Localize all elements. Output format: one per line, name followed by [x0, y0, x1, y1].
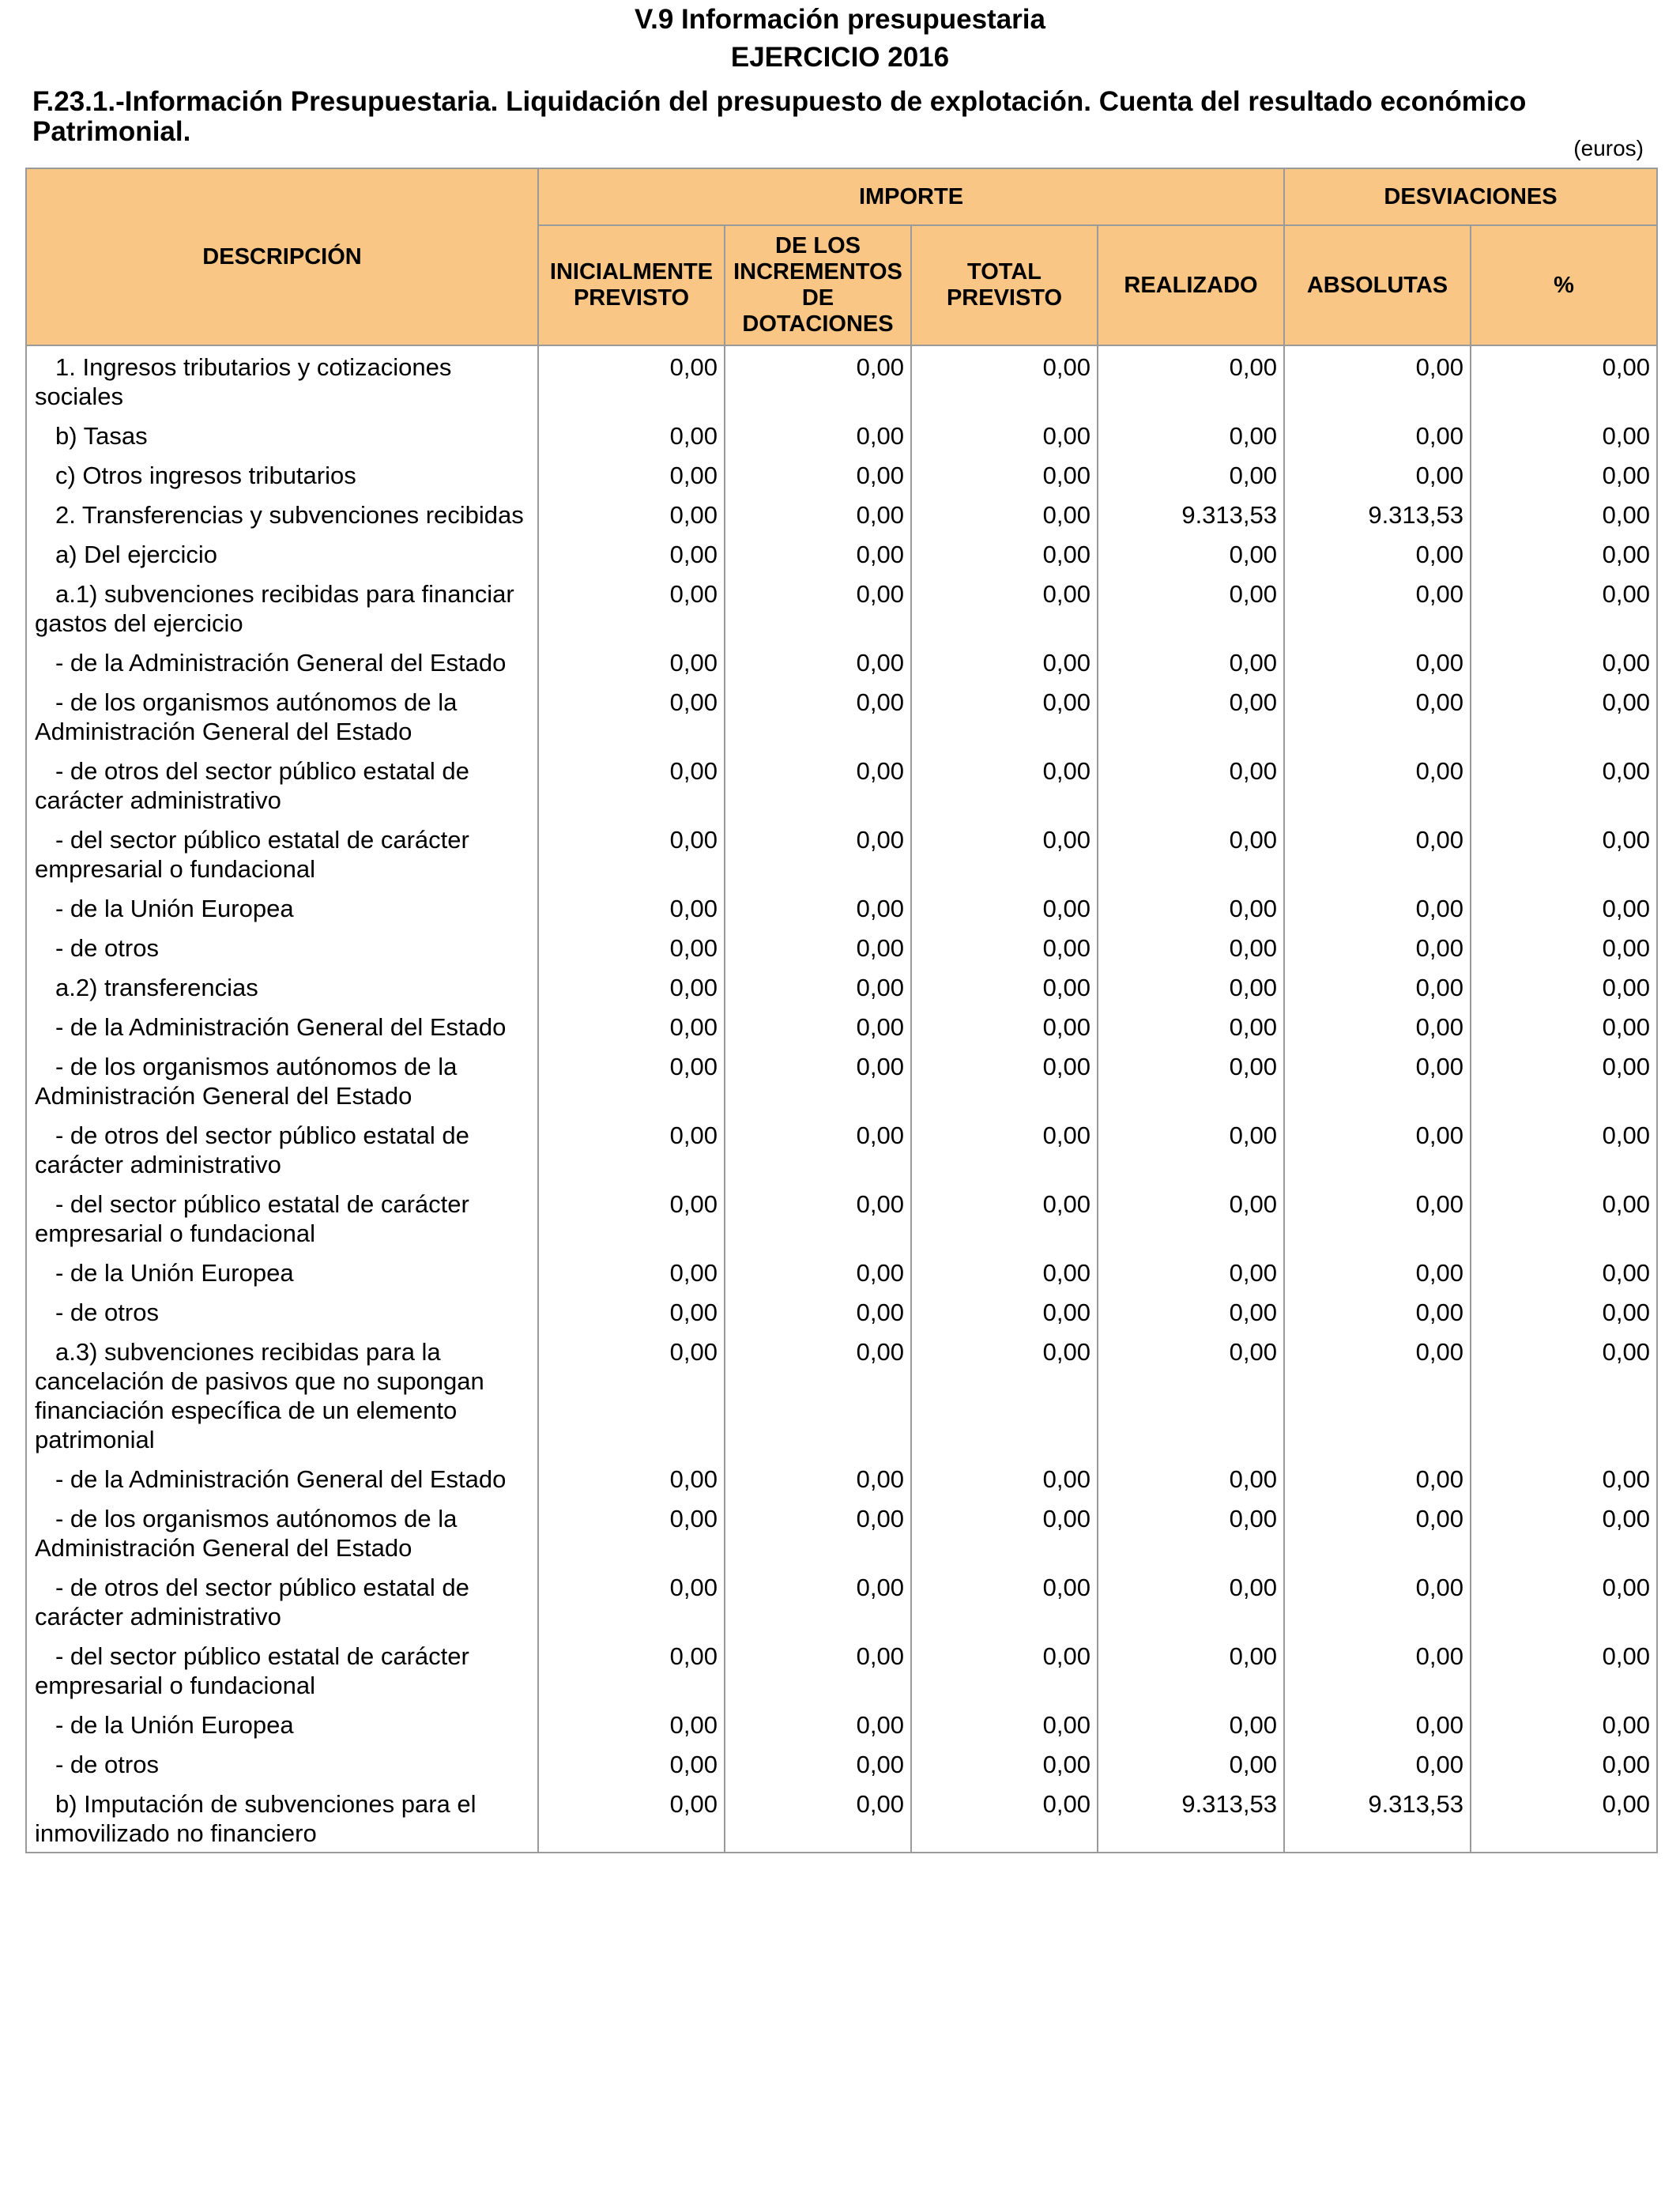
cell-inicialmente-previsto: 0,00 [538, 1498, 725, 1566]
cell-incrementos-dotaciones: 0,00 [725, 1291, 911, 1331]
cell-porcentaje: 0,00 [1471, 1744, 1657, 1783]
row-description [26, 750, 538, 819]
row-description-text: - de la Administración General del Estado [55, 1465, 507, 1493]
row-description [26, 642, 538, 681]
cell-absolutas: 0,00 [1284, 1744, 1471, 1783]
header-realizado: REALIZADO [1098, 225, 1284, 345]
row-description-text: - de otros del sector público estatal de carácter administrativo [35, 1122, 469, 1178]
cell-porcentaje: 0,00 [1471, 642, 1657, 681]
row-description [26, 1291, 538, 1331]
cell-absolutas: 9.313,53 [1284, 494, 1471, 533]
row-description [26, 1006, 538, 1046]
row-description [26, 1114, 538, 1183]
row-description-text: 2. Transferencias y subvenciones recibidas [55, 501, 524, 529]
cell-realizado: 0,00 [1098, 681, 1284, 750]
row-description [26, 1458, 538, 1498]
header-porcentaje: % [1471, 225, 1657, 345]
cell-absolutas: 0,00 [1284, 573, 1471, 642]
row-description-text: a.2) transferencias [55, 974, 258, 1001]
table-row [26, 1566, 1657, 1635]
cell-realizado: 0,00 [1098, 1331, 1284, 1458]
report-title: F.23.1.-Información Presupuestaria. Liquidación del presupuesto de explotación. Cuenta del resultado económico Patrimonial. [32, 86, 1527, 147]
table-row [26, 1331, 1657, 1458]
table-row [26, 454, 1657, 494]
cell-realizado: 0,00 [1098, 1291, 1284, 1331]
row-description-text: - de los organismos autónomos de la Administración General del Estado [35, 1505, 458, 1562]
cell-inicialmente-previsto: 0,00 [538, 1331, 725, 1458]
cell-inicialmente-previsto: 0,00 [538, 1006, 725, 1046]
cell-incrementos-dotaciones: 0,00 [725, 1458, 911, 1498]
row-description-text: c) Otros ingresos tributarios [55, 462, 356, 489]
cell-inicialmente-previsto: 0,00 [538, 750, 725, 819]
cell-incrementos-dotaciones: 0,00 [725, 533, 911, 573]
cell-total-previsto: 0,00 [911, 1744, 1098, 1783]
cell-realizado: 0,00 [1098, 819, 1284, 888]
row-description [26, 1498, 538, 1566]
cell-porcentaje: 0,00 [1471, 1114, 1657, 1183]
table-row [26, 1006, 1657, 1046]
row-description [26, 415, 538, 454]
cell-incrementos-dotaciones: 0,00 [725, 1498, 911, 1566]
cell-porcentaje: 0,00 [1471, 1183, 1657, 1252]
cell-incrementos-dotaciones: 0,00 [725, 642, 911, 681]
cell-total-previsto: 0,00 [911, 533, 1098, 573]
row-description [26, 1783, 538, 1853]
table-row [26, 681, 1657, 750]
cell-incrementos-dotaciones: 0,00 [725, 345, 911, 415]
cell-incrementos-dotaciones: 0,00 [725, 1331, 911, 1458]
cell-incrementos-dotaciones: 0,00 [725, 415, 911, 454]
cell-realizado: 0,00 [1098, 1046, 1284, 1114]
cell-total-previsto: 0,00 [911, 750, 1098, 819]
cell-absolutas: 0,00 [1284, 642, 1471, 681]
table-row [26, 1704, 1657, 1744]
header-inicialmente-previsto: INICIALMENTE PREVISTO [538, 225, 725, 345]
cell-total-previsto: 0,00 [911, 1046, 1098, 1114]
row-description [26, 1183, 538, 1252]
exercise-title: EJERCICIO 2016 [730, 42, 950, 73]
row-description [26, 1635, 538, 1704]
cell-total-previsto: 0,00 [911, 1635, 1098, 1704]
row-description [26, 819, 538, 888]
cell-porcentaje: 0,00 [1471, 1252, 1657, 1291]
cell-realizado: 0,00 [1098, 454, 1284, 494]
table-row [26, 750, 1657, 819]
row-description-text: - de otros del sector público estatal de carácter administrativo [35, 1574, 469, 1630]
cell-total-previsto: 0,00 [911, 819, 1098, 888]
cell-inicialmente-previsto: 0,00 [538, 1458, 725, 1498]
cell-inicialmente-previsto: 0,00 [538, 1783, 725, 1853]
cell-porcentaje: 0,00 [1471, 967, 1657, 1006]
cell-inicialmente-previsto: 0,00 [538, 1291, 725, 1331]
cell-total-previsto: 0,00 [911, 1566, 1098, 1635]
cell-inicialmente-previsto: 0,00 [538, 1566, 725, 1635]
cell-absolutas: 0,00 [1284, 454, 1471, 494]
row-description [26, 533, 538, 573]
table-row [26, 1114, 1657, 1183]
cell-inicialmente-previsto: 0,00 [538, 642, 725, 681]
cell-incrementos-dotaciones: 0,00 [725, 1783, 911, 1853]
cell-absolutas: 0,00 [1284, 415, 1471, 454]
table-row [26, 533, 1657, 573]
row-description-text: - de los organismos autónomos de la Administración General del Estado [35, 688, 458, 745]
cell-absolutas: 0,00 [1284, 1114, 1471, 1183]
cell-inicialmente-previsto: 0,00 [538, 888, 725, 927]
row-description-text: 1. Ingresos tributarios y cotizaciones sociales [35, 353, 452, 410]
cell-porcentaje: 0,00 [1471, 1331, 1657, 1458]
cell-absolutas: 0,00 [1284, 1183, 1471, 1252]
cell-realizado: 0,00 [1098, 1566, 1284, 1635]
cell-realizado: 0,00 [1098, 1635, 1284, 1704]
row-description-text: - del sector público estatal de carácter empresarial o fundacional [35, 826, 469, 883]
budget-table [25, 168, 1658, 1853]
cell-porcentaje: 0,00 [1471, 533, 1657, 573]
row-description-text: - de otros [55, 1299, 159, 1326]
cell-porcentaje: 0,00 [1471, 1566, 1657, 1635]
cell-total-previsto: 0,00 [911, 454, 1098, 494]
cell-incrementos-dotaciones: 0,00 [725, 1704, 911, 1744]
cell-total-previsto: 0,00 [911, 642, 1098, 681]
cell-incrementos-dotaciones: 0,00 [725, 1046, 911, 1114]
cell-porcentaje: 0,00 [1471, 750, 1657, 819]
row-description [26, 1704, 538, 1744]
cell-total-previsto: 0,00 [911, 573, 1098, 642]
cell-absolutas: 0,00 [1284, 533, 1471, 573]
cell-porcentaje: 0,00 [1471, 1291, 1657, 1331]
header-incrementos-dotaciones: DE LOS INCREMENTOS DE DOTACIONES [725, 225, 911, 345]
cell-porcentaje: 0,00 [1471, 1783, 1657, 1853]
row-description-text: - de la Unión Europea [55, 1711, 294, 1739]
cell-absolutas: 0,00 [1284, 1498, 1471, 1566]
cell-total-previsto: 0,00 [911, 494, 1098, 533]
header-descripcion: DESCRIPCIÓN [26, 168, 538, 345]
row-description [26, 967, 538, 1006]
cell-absolutas: 0,00 [1284, 1291, 1471, 1331]
cell-total-previsto: 0,00 [911, 1006, 1098, 1046]
cell-total-previsto: 0,00 [911, 967, 1098, 1006]
cell-realizado: 0,00 [1098, 1183, 1284, 1252]
table-row [26, 888, 1657, 927]
table-row [26, 1458, 1657, 1498]
cell-incrementos-dotaciones: 0,00 [725, 494, 911, 533]
cell-realizado: 0,00 [1098, 1458, 1284, 1498]
cell-total-previsto: 0,00 [911, 1458, 1098, 1498]
cell-porcentaje: 0,00 [1471, 1704, 1657, 1744]
row-description [26, 1744, 538, 1783]
cell-incrementos-dotaciones: 0,00 [725, 1635, 911, 1704]
row-description-text: a) Del ejercicio [55, 541, 218, 568]
table-row [26, 819, 1657, 888]
row-description [26, 494, 538, 533]
cell-realizado: 0,00 [1098, 967, 1284, 1006]
cell-realizado: 0,00 [1098, 1744, 1284, 1783]
table-row [26, 1783, 1657, 1853]
table-row [26, 1498, 1657, 1566]
cell-porcentaje: 0,00 [1471, 681, 1657, 750]
cell-realizado: 9.313,53 [1098, 1783, 1284, 1853]
cell-incrementos-dotaciones: 0,00 [725, 1744, 911, 1783]
cell-absolutas: 0,00 [1284, 819, 1471, 888]
table-row [26, 345, 1657, 415]
row-description [26, 345, 538, 415]
cell-absolutas: 0,00 [1284, 1006, 1471, 1046]
table-row [26, 573, 1657, 642]
cell-realizado: 0,00 [1098, 1114, 1284, 1183]
cell-porcentaje: 0,00 [1471, 1498, 1657, 1566]
cell-inicialmente-previsto: 0,00 [538, 1704, 725, 1744]
cell-porcentaje: 0,00 [1471, 927, 1657, 967]
cell-incrementos-dotaciones: 0,00 [725, 1566, 911, 1635]
row-description [26, 573, 538, 642]
table-row [26, 415, 1657, 454]
row-description [26, 1331, 538, 1458]
cell-incrementos-dotaciones: 0,00 [725, 927, 911, 967]
table-row [26, 1744, 1657, 1783]
row-description [26, 1046, 538, 1114]
row-description-text: - de la Administración General del Estado [55, 649, 507, 677]
header-absolutas: ABSOLUTAS [1284, 225, 1471, 345]
row-description-text: - de la Unión Europea [55, 1259, 294, 1287]
cell-realizado: 9.313,53 [1098, 494, 1284, 533]
cell-inicialmente-previsto: 0,00 [538, 415, 725, 454]
cell-inicialmente-previsto: 0,00 [538, 681, 725, 750]
section-title: V.9 Información presupuestaria [635, 4, 1045, 35]
row-description-text: b) Tasas [55, 422, 148, 450]
table-row [26, 1252, 1657, 1291]
cell-absolutas: 0,00 [1284, 750, 1471, 819]
row-description-text: b) Imputación de subvenciones para el inmovilizado no financiero [35, 1790, 477, 1847]
cell-incrementos-dotaciones: 0,00 [725, 888, 911, 927]
cell-realizado: 0,00 [1098, 1006, 1284, 1046]
table-row [26, 1635, 1657, 1704]
cell-realizado: 0,00 [1098, 533, 1284, 573]
cell-incrementos-dotaciones: 0,00 [725, 573, 911, 642]
cell-inicialmente-previsto: 0,00 [538, 1744, 725, 1783]
table-header [26, 168, 1657, 345]
cell-total-previsto: 0,00 [911, 1498, 1098, 1566]
table-row [26, 494, 1657, 533]
row-description-text: - de la Unión Europea [55, 895, 294, 922]
cell-inicialmente-previsto: 0,00 [538, 533, 725, 573]
cell-inicialmente-previsto: 0,00 [538, 1252, 725, 1291]
header-importe: IMPORTE [538, 168, 1284, 225]
cell-absolutas: 0,00 [1284, 967, 1471, 1006]
row-description [26, 1566, 538, 1635]
table-row [26, 967, 1657, 1006]
row-description-text: a.3) subvenciones recibidas para la cancelación de pasivos que no supongan financiación específica de un elemento patrimonial [35, 1338, 484, 1453]
cell-inicialmente-previsto: 0,00 [538, 1635, 725, 1704]
table-row [26, 927, 1657, 967]
cell-realizado: 0,00 [1098, 888, 1284, 927]
cell-inicialmente-previsto: 0,00 [538, 967, 725, 1006]
row-description-text: - del sector público estatal de carácter empresarial o fundacional [35, 1190, 469, 1247]
cell-realizado: 0,00 [1098, 345, 1284, 415]
cell-total-previsto: 0,00 [911, 345, 1098, 415]
row-description-text: - de otros [55, 1751, 159, 1778]
cell-porcentaje: 0,00 [1471, 573, 1657, 642]
cell-porcentaje: 0,00 [1471, 415, 1657, 454]
cell-inicialmente-previsto: 0,00 [538, 573, 725, 642]
cell-realizado: 0,00 [1098, 415, 1284, 454]
cell-incrementos-dotaciones: 0,00 [725, 454, 911, 494]
cell-porcentaje: 0,00 [1471, 888, 1657, 927]
cell-total-previsto: 0,00 [911, 1252, 1098, 1291]
units-label: (euros) [1573, 136, 1644, 160]
cell-incrementos-dotaciones: 0,00 [725, 1006, 911, 1046]
row-description [26, 927, 538, 967]
row-description [26, 1252, 538, 1291]
cell-total-previsto: 0,00 [911, 415, 1098, 454]
row-description [26, 454, 538, 494]
cell-realizado: 0,00 [1098, 573, 1284, 642]
cell-incrementos-dotaciones: 0,00 [725, 1252, 911, 1291]
cell-absolutas: 0,00 [1284, 1046, 1471, 1114]
header-desviaciones: DESVIACIONES [1284, 168, 1657, 225]
cell-inicialmente-previsto: 0,00 [538, 1114, 725, 1183]
row-description-text: a.1) subvenciones recibidas para financiar gastos del ejercicio [35, 580, 514, 637]
row-description-text: - de otros [55, 934, 159, 962]
table-body [26, 345, 1657, 1853]
cell-incrementos-dotaciones: 0,00 [725, 681, 911, 750]
row-description-text: - de otros del sector público estatal de carácter administrativo [35, 757, 469, 814]
cell-absolutas: 0,00 [1284, 888, 1471, 927]
cell-realizado: 0,00 [1098, 1498, 1284, 1566]
cell-absolutas: 0,00 [1284, 1331, 1471, 1458]
cell-inicialmente-previsto: 0,00 [538, 1183, 725, 1252]
cell-realizado: 0,00 [1098, 1252, 1284, 1291]
table-row [26, 1046, 1657, 1114]
cell-absolutas: 0,00 [1284, 1252, 1471, 1291]
cell-absolutas: 0,00 [1284, 1458, 1471, 1498]
cell-realizado: 0,00 [1098, 927, 1284, 967]
cell-porcentaje: 0,00 [1471, 819, 1657, 888]
cell-total-previsto: 0,00 [911, 1291, 1098, 1331]
cell-porcentaje: 0,00 [1471, 494, 1657, 533]
cell-incrementos-dotaciones: 0,00 [725, 750, 911, 819]
cell-inicialmente-previsto: 0,00 [538, 819, 725, 888]
header-total-previsto: TOTAL PREVISTO [911, 225, 1098, 345]
cell-absolutas: 9.313,53 [1284, 1783, 1471, 1853]
cell-inicialmente-previsto: 0,00 [538, 454, 725, 494]
row-description-text: - de los organismos autónomos de la Administración General del Estado [35, 1053, 458, 1110]
row-description-text: - de la Administración General del Estado [55, 1013, 507, 1041]
cell-incrementos-dotaciones: 0,00 [725, 819, 911, 888]
cell-total-previsto: 0,00 [911, 1114, 1098, 1183]
cell-total-previsto: 0,00 [911, 1783, 1098, 1853]
cell-absolutas: 0,00 [1284, 1704, 1471, 1744]
cell-total-previsto: 0,00 [911, 1183, 1098, 1252]
row-description-text: - del sector público estatal de carácter empresarial o fundacional [35, 1642, 469, 1699]
cell-porcentaje: 0,00 [1471, 1635, 1657, 1704]
cell-inicialmente-previsto: 0,00 [538, 1046, 725, 1114]
cell-porcentaje: 0,00 [1471, 1458, 1657, 1498]
cell-incrementos-dotaciones: 0,00 [725, 967, 911, 1006]
cell-inicialmente-previsto: 0,00 [538, 494, 725, 533]
cell-total-previsto: 0,00 [911, 1704, 1098, 1744]
cell-incrementos-dotaciones: 0,00 [725, 1114, 911, 1183]
cell-incrementos-dotaciones: 0,00 [725, 1183, 911, 1252]
cell-total-previsto: 0,00 [911, 927, 1098, 967]
cell-realizado: 0,00 [1098, 642, 1284, 681]
row-description [26, 888, 538, 927]
cell-absolutas: 0,00 [1284, 927, 1471, 967]
cell-absolutas: 0,00 [1284, 681, 1471, 750]
cell-total-previsto: 0,00 [911, 888, 1098, 927]
cell-total-previsto: 0,00 [911, 681, 1098, 750]
cell-porcentaje: 0,00 [1471, 1046, 1657, 1114]
cell-realizado: 0,00 [1098, 1704, 1284, 1744]
table-row [26, 1183, 1657, 1252]
cell-porcentaje: 0,00 [1471, 1006, 1657, 1046]
cell-realizado: 0,00 [1098, 750, 1284, 819]
cell-porcentaje: 0,00 [1471, 454, 1657, 494]
cell-absolutas: 0,00 [1284, 345, 1471, 415]
cell-total-previsto: 0,00 [911, 1331, 1098, 1458]
cell-porcentaje: 0,00 [1471, 345, 1657, 415]
cell-absolutas: 0,00 [1284, 1635, 1471, 1704]
row-description [26, 681, 538, 750]
table-row [26, 1291, 1657, 1331]
cell-inicialmente-previsto: 0,00 [538, 345, 725, 415]
cell-absolutas: 0,00 [1284, 1566, 1471, 1635]
cell-inicialmente-previsto: 0,00 [538, 927, 725, 967]
table-row [26, 642, 1657, 681]
